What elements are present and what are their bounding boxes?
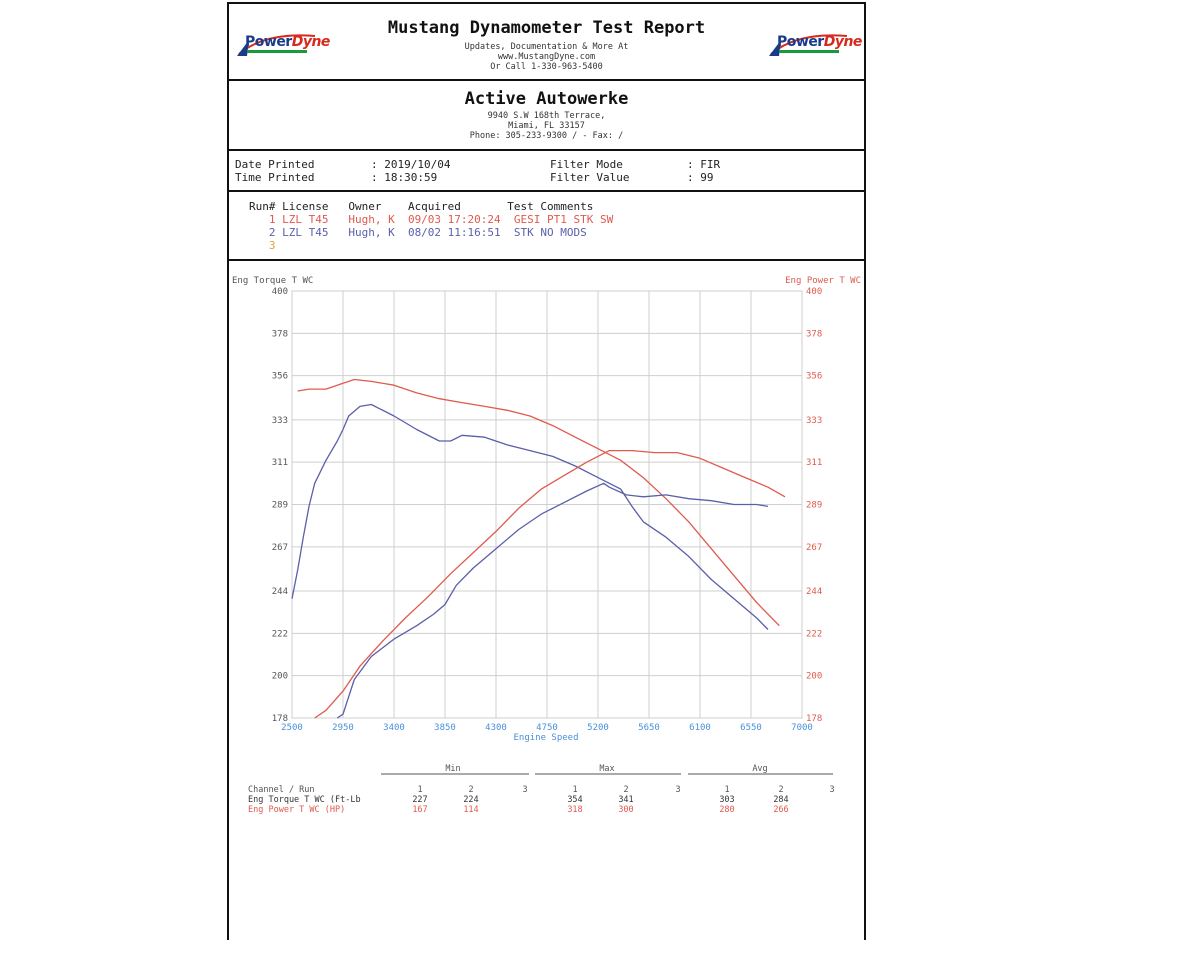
y-tick-label-left: 200 — [271, 671, 288, 682]
y-tick-label-right: 333 — [806, 415, 823, 426]
y-tick-label-left: 244 — [271, 587, 288, 598]
y-tick-label-left: 400 — [271, 287, 288, 297]
summary-run-number: 2 — [778, 785, 784, 795]
y-tick-label-left: 289 — [271, 500, 288, 511]
report-subtitle-2: www.MustangDyne.com — [497, 52, 596, 62]
y-tick-label-right: 289 — [806, 500, 823, 511]
x-tick-label: 5650 — [638, 723, 660, 733]
y-tick-label-left: 267 — [271, 542, 288, 553]
summary-channel-run-label: Channel / Run — [248, 785, 315, 795]
run-list — [229, 192, 864, 261]
summary-avg-header: Avg — [752, 764, 768, 774]
filter-value-label: Filter Value — [550, 171, 630, 184]
y-axis-left-label: Eng Torque T WC — [232, 276, 314, 286]
y-tick-label-right: 244 — [806, 587, 823, 598]
logo-text-dyne: Dyne — [823, 34, 862, 50]
shop-address-2: Miami, FL 33157 — [508, 121, 585, 131]
summary-torque-label: Eng Torque T WC (Ft-Lb — [248, 795, 361, 805]
run-row: 1 LZL T45 Hugh, K 09/03 17:20:24 GESI PT1 STK SW — [249, 213, 614, 226]
y-axis-left-ticks — [272, 287, 288, 724]
y-tick-label-right: 222 — [806, 629, 823, 640]
x-tick-label: 3850 — [434, 723, 456, 733]
chart-series — [292, 380, 785, 719]
y-tick-label-right: 267 — [806, 542, 823, 553]
shop-name: Active Autowerke — [464, 89, 629, 109]
y-axis-right-label: Eng Power T WC — [785, 276, 861, 286]
summary-value: 227 — [412, 795, 428, 805]
summary-power-label: Eng Power T WC (HP) — [248, 805, 346, 815]
logo-text-power: Power — [245, 34, 292, 50]
summary-run-number: 1 — [572, 785, 578, 795]
summary-value: 280 — [719, 805, 735, 815]
dyno-chart — [229, 262, 864, 822]
x-tick-label: 2500 — [281, 723, 303, 733]
x-tick-label: 6100 — [689, 723, 711, 733]
summary-run-columns — [417, 785, 834, 795]
x-tick-label: 4300 — [485, 723, 507, 733]
summary-run-number: 2 — [623, 785, 629, 795]
x-axis-ticks — [281, 723, 813, 733]
time-printed-value: : 18:30:59 — [371, 171, 438, 184]
filter-mode-value: : FIR — [687, 158, 721, 171]
y-axis-right-ticks — [806, 287, 822, 724]
y-tick-label-right: 200 — [806, 671, 823, 682]
summary-run-number: 3 — [829, 785, 835, 795]
summary-max-header: Max — [599, 764, 615, 774]
summary-values — [412, 795, 788, 815]
date-printed-value: : 2019/10/04 — [371, 158, 451, 171]
y-tick-label-right: 400 — [806, 287, 823, 297]
logo-text-dyne: Dyne — [291, 34, 330, 50]
summary-min-header: Min — [445, 764, 461, 774]
time-printed-label: Time Printed — [235, 171, 315, 184]
y-tick-label-left: 356 — [271, 371, 288, 382]
filter-value-value: : 99 — [687, 171, 714, 184]
report-subtitle-3: Or Call 1-330-963-5400 — [490, 62, 603, 72]
y-tick-label-left: 333 — [271, 415, 288, 426]
x-axis-label: Engine Speed — [513, 733, 579, 743]
x-tick-label: 7000 — [791, 723, 813, 733]
shop-address-1: 9940 S.W 168th Terrace, — [487, 111, 606, 121]
y-tick-label-left: 311 — [271, 458, 288, 469]
powerdyne-logo-right — [767, 30, 862, 58]
summary-value: 318 — [567, 805, 583, 815]
x-tick-label: 5200 — [587, 723, 609, 733]
run-list-header: Run# License Owner Acquired Test Comments — [249, 200, 594, 213]
x-tick-label: 3400 — [383, 723, 405, 733]
summary-run-number: 3 — [522, 785, 528, 795]
summary-run-number: 2 — [468, 785, 474, 795]
y-tick-label-right: 356 — [806, 371, 823, 382]
series-line — [292, 405, 768, 630]
series-line — [337, 483, 768, 718]
logo-text-power: Power — [777, 34, 824, 50]
y-tick-label-left: 222 — [271, 629, 288, 640]
summary-value: 303 — [719, 795, 735, 805]
filter-mode-label: Filter Mode — [550, 158, 623, 171]
x-tick-label: 2950 — [332, 723, 354, 733]
summary-value: 167 — [412, 805, 428, 815]
summary-table — [248, 764, 835, 815]
print-meta — [229, 151, 864, 192]
summary-value: 284 — [773, 795, 789, 805]
summary-value: 300 — [618, 805, 634, 815]
report-header — [229, 4, 864, 81]
summary-run-number: 1 — [417, 785, 423, 795]
date-printed-label: Date Printed — [235, 158, 315, 171]
summary-run-number: 1 — [724, 785, 730, 795]
run-row: 2 LZL T45 Hugh, K 08/02 11:16:51 STK NO MODS — [249, 226, 587, 239]
series-line — [315, 451, 785, 718]
shop-phone: Phone: 305-233-9300 / - Fax: / — [469, 131, 624, 141]
series-line — [298, 380, 780, 626]
report-title: Mustang Dynamometer Test Report — [387, 18, 706, 38]
y-tick-label-right: 378 — [806, 329, 823, 340]
x-tick-label: 4750 — [536, 723, 558, 733]
summary-value: 266 — [773, 805, 789, 815]
chart-grid — [292, 291, 802, 718]
y-tick-label-right: 311 — [806, 458, 823, 469]
summary-value: 114 — [463, 805, 479, 815]
x-tick-label: 6550 — [740, 723, 762, 733]
shop-info — [229, 81, 864, 151]
run-row: 3 — [249, 239, 276, 252]
y-tick-label-right: 178 — [806, 714, 823, 724]
summary-value: 354 — [567, 795, 583, 805]
y-tick-label-left: 178 — [271, 714, 288, 724]
report-sheet — [227, 2, 866, 940]
summary-run-number: 3 — [675, 785, 681, 795]
summary-value: 341 — [618, 795, 634, 805]
report-subtitle-1: Updates, Documentation & More At — [464, 42, 629, 52]
summary-value: 224 — [463, 795, 479, 805]
y-tick-label-left: 378 — [271, 329, 288, 340]
